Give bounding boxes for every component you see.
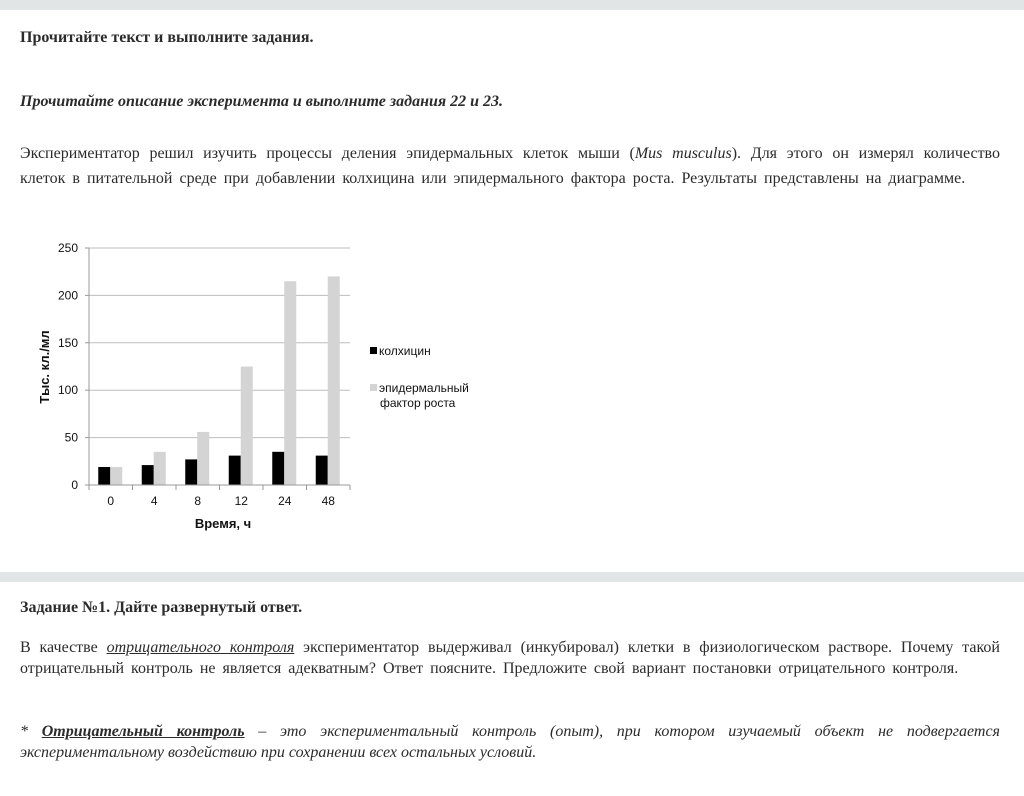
y-tick-label: 150 xyxy=(57,335,78,350)
bar-egf xyxy=(241,367,253,486)
task-title: Задание №1. Дайте развернутый ответ. xyxy=(20,599,303,616)
experiment-subheading: Прочитайте описание эксперимента и выполните задания 22 и 23. xyxy=(20,93,503,110)
y-axis-ticks xyxy=(58,241,89,492)
description-part1: Экспериментатор решил изучить процессы деления эпидермальных клеток мыши ( xyxy=(20,145,635,162)
description-part2: ). Для этого он измерял количество клеток в питательной среде при добавлении колхицина или эпидермального фактора роста. Результаты представлены на диаграмме. xyxy=(20,145,1001,187)
bar-colchicine xyxy=(229,456,241,485)
bar-chart xyxy=(30,235,365,535)
x-tick-label: 12 xyxy=(234,494,248,508)
y-tick-label: 200 xyxy=(57,288,78,303)
footnote-star: * xyxy=(20,723,42,740)
legend-label-colchicine: колхицин xyxy=(379,344,431,358)
footnote xyxy=(20,721,1000,763)
section-separator xyxy=(0,572,1024,582)
bar-colchicine xyxy=(272,452,284,485)
legend-swatch-egf xyxy=(370,384,377,391)
top-band xyxy=(0,0,1024,10)
chart-grid xyxy=(89,248,350,438)
bar-colchicine xyxy=(142,465,154,485)
bar-egf xyxy=(110,467,122,485)
x-axis-label: Время, ч xyxy=(194,516,252,531)
legend-item-colchicine xyxy=(370,344,431,359)
y-tick-label: 50 xyxy=(64,430,78,445)
y-tick-label: 100 xyxy=(57,383,78,398)
task-text-rest: экспериментатор выдерживал (инкубировал) клетки в физиологическом растворе. Почему такой отрицательный контроль не является адекватным? Ответ поясните. Предложите свой вариант постановки отрицательного контроля. xyxy=(20,639,1000,677)
experiment-description xyxy=(20,141,1000,191)
bar-egf xyxy=(328,276,340,485)
legend-label-egf-line1: эпидермальный xyxy=(379,381,469,395)
bar-egf xyxy=(284,281,296,485)
x-tick-label: 24 xyxy=(278,494,292,508)
bar-egf xyxy=(197,432,209,485)
x-axis xyxy=(89,485,350,508)
x-tick-label: 4 xyxy=(150,494,158,508)
bar-colchicine xyxy=(316,456,328,485)
footnote-definition: – это экспериментальный контроль (опыт), при котором изучаемый объект не подвергается экспериментальному воздействию при сохранении всех остальных условий. xyxy=(20,723,1000,761)
footnote-term: Отрицательный контроль xyxy=(41,723,245,740)
x-tick-label: 8 xyxy=(194,494,202,508)
instruction-heading: Прочитайте текст и выполните задания. xyxy=(20,29,314,46)
task-text-start: В качестве xyxy=(20,639,107,656)
negative-control-link[interactable]: отрицательного контроля xyxy=(106,639,295,656)
legend-swatch-colchicine xyxy=(370,347,377,354)
y-tick-label: 250 xyxy=(57,241,78,255)
y-axis-label: Тыс. кл./мл xyxy=(37,330,52,404)
bar-egf xyxy=(154,452,166,485)
bar-colchicine xyxy=(98,467,110,485)
legend-label-egf-line2: фактор роста xyxy=(380,396,456,410)
chart-bars xyxy=(98,276,340,485)
x-tick-label: 48 xyxy=(321,494,335,508)
bar-colchicine xyxy=(185,459,197,485)
y-tick-label: 0 xyxy=(71,478,78,492)
legend-item-egf xyxy=(370,381,469,411)
species-name: Mus musculus xyxy=(634,145,732,162)
x-tick-label: 0 xyxy=(107,494,115,508)
task-text xyxy=(20,637,1000,679)
